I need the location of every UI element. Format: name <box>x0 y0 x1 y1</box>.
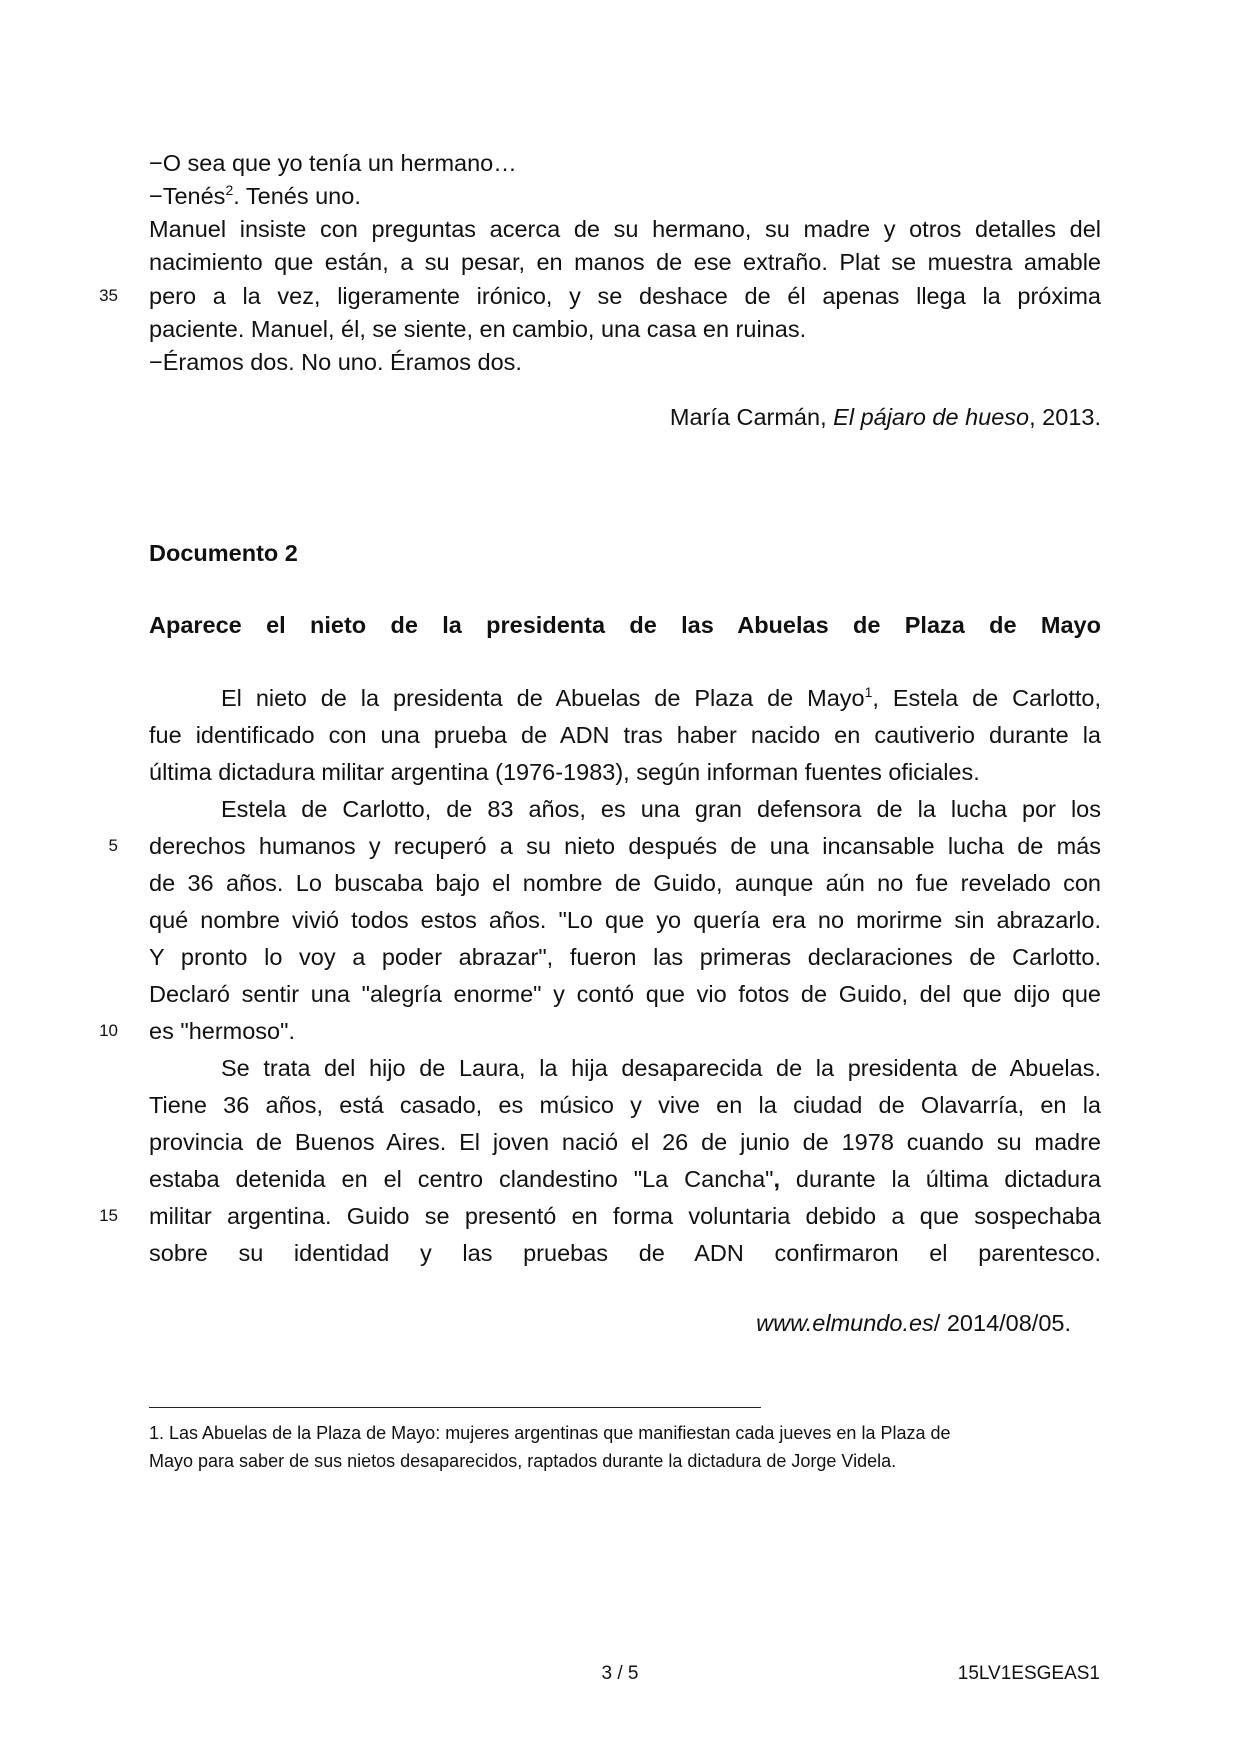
footnote-ref-2: 2 <box>225 182 234 198</box>
book-title: El pájaro de hueso <box>833 404 1030 430</box>
p1-line-2: fue identificado con una prueba de ADN tras haber nacido en cautiverio durante la <box>149 722 1101 748</box>
footnote-line-2: Mayo para saber de sus nietos desaparecidos, raptados durante la dictadura de Jorge Videla. <box>149 1451 897 1471</box>
source-website: www.elmundo.es <box>756 1310 934 1336</box>
footnote-ref-1: 1 <box>864 684 873 700</box>
doc2-heading: Documento 2 <box>149 540 298 566</box>
p3-line-6: sobre su identidad y las pruebas de ADN confirmaron el parentesco. <box>149 1240 1101 1266</box>
doc1-line-3: Manuel insiste con preguntas acerca de su hermano, su madre y otros detalles del <box>149 216 1101 242</box>
exam-code: 15LV1ESGEAS1 <box>957 1663 1100 1684</box>
doc1-source: María Carmán, El pájaro de hueso, 2013. <box>669 404 1101 430</box>
footnote-line-1: 1. Las Abuelas de la Plaza de Mayo: mujeres argentinas que manifiestan cada jueves en la Plaza de <box>149 1423 951 1443</box>
p1-line-3: última dictadura militar argentina (1976-1983), según informan fuentes oficiales. <box>149 759 980 785</box>
dialogue-line-1: −O sea que yo tenía un hermano… <box>149 150 517 176</box>
line-number: 10 <box>99 1021 118 1040</box>
p2-line-2: derechos humanos y recuperó a su nieto después de una incansable lucha de más <box>149 833 1101 859</box>
doc1-line-4: nacimiento que están, a su pesar, en manos de ese extraño. Plat se muestra amable <box>149 249 1101 275</box>
line-number: 5 <box>108 836 118 855</box>
p3-line-3: provincia de Buenos Aires. El joven nació el 26 de junio de 1978 cuando su madre <box>149 1129 1101 1155</box>
doc1-line-6: paciente. Manuel, él, se siente, en cambio, una casa en ruinas. <box>149 316 807 342</box>
p3-line-4: estaba detenida en el centro clandestino "La Cancha", durante la última dictadura <box>149 1166 1101 1192</box>
line-number: 35 <box>99 286 118 305</box>
p1-line-1: El nieto de la presidenta de Abuelas de Plaza de Mayo$^1$, Estela de Carlotto, <box>221 684 1101 711</box>
p2-line-6: Declaró sentir una "alegría enorme" y contó que vio fotos de Guido, del que dijo que <box>149 981 1101 1007</box>
line-number: 15 <box>99 1206 118 1225</box>
p3-line-2: Tiene 36 años, está casado, es músico y vive en la ciudad de Olavarría, en la <box>149 1092 1101 1118</box>
p3-line-1: Se trata del hijo de Laura, la hija desaparecida de la presidenta de Abuelas. <box>221 1055 1101 1081</box>
p2-line-4: qué nombre vivió todos estos años. "Lo que yo quería era no morirme sin abrazarlo. <box>149 907 1101 933</box>
p2-line-7: es "hermoso". <box>149 1018 295 1044</box>
p2-line-1: Estela de Carlotto, de 83 años, es una gran defensora de la lucha por los <box>221 796 1101 822</box>
p2-line-3: de 36 años. Lo buscaba bajo el nombre de Guido, aunque aún no fue revelado con <box>149 870 1101 896</box>
dialogue-line-3: −Éramos dos. No uno. Éramos dos. <box>149 349 522 375</box>
doc1-line-5: pero a la vez, ligeramente irónico, y se deshace de él apenas llega la próxima <box>149 283 1101 309</box>
doc2-title: Aparece el nieto de la presidenta de las Abuelas de Plaza de Mayo <box>149 612 1101 638</box>
p2-line-5: Y pronto lo voy a poder abrazar", fueron las primeras declaraciones de Carlotto. <box>149 944 1101 970</box>
doc2-source: www.elmundo.es/ 2014/08/05. <box>756 1310 1071 1336</box>
page-number: 3 / 5 <box>601 1663 639 1684</box>
p3-line-5: militar argentina. Guido se presentó en forma voluntaria debido a que sospechaba <box>149 1203 1101 1229</box>
footnote-divider <box>149 1407 761 1408</box>
dialogue-line-2: −Tenés$^2$. Tenés uno. <box>149 182 361 209</box>
